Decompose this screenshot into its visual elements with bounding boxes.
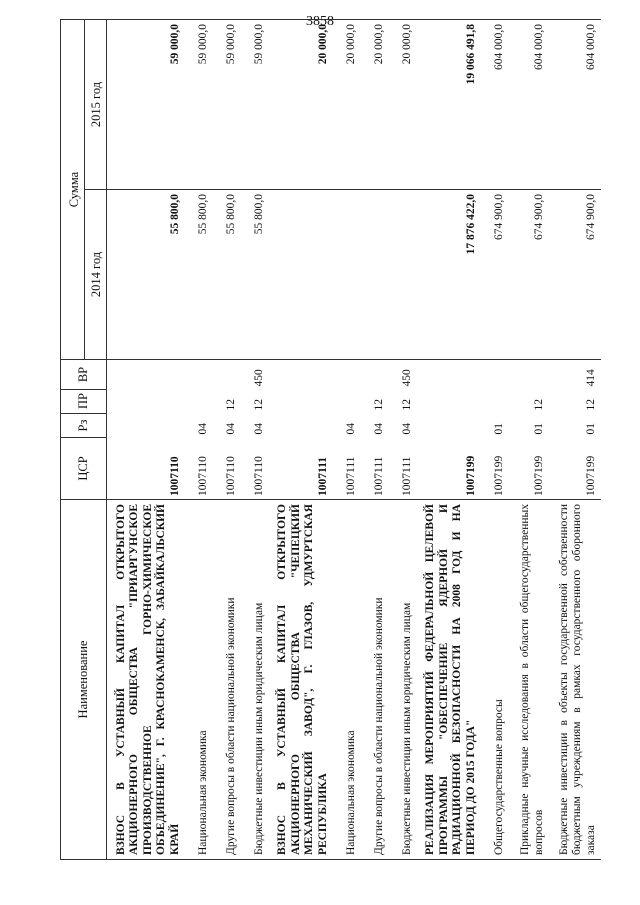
row-pr [185, 390, 213, 414]
table-header [61, 20, 107, 860]
row-rz: 01 [492, 423, 505, 435]
row-csr: 1007111 [389, 438, 417, 500]
table-row [481, 20, 509, 860]
row-name: Другие вопросы в области национальной экономики [361, 500, 389, 860]
table-row [333, 20, 361, 860]
row-pr [269, 390, 333, 414]
row-csr: 1007111 [269, 438, 333, 500]
row-rz [417, 414, 481, 438]
row-sum-2015: 20 000,0 [333, 20, 361, 190]
row-rz: 01 [532, 423, 545, 435]
table-row [107, 20, 185, 860]
budget-table [60, 19, 601, 860]
table-row [389, 20, 417, 860]
row-sum-2014: 55 800,0 [213, 190, 241, 360]
row-vr [361, 360, 389, 390]
row-csr: 1007199 [417, 438, 481, 500]
row-name: Бюджетные инвестиции иным юридическим лицам [241, 500, 269, 860]
table-row [213, 20, 241, 860]
header-2015: 2015 год [85, 20, 107, 190]
table-body [107, 20, 601, 860]
row-pr: 12 [400, 399, 413, 411]
row-name: РЕАЛИЗАЦИЯ МЕРОПРИЯТИЙ ФЕДЕРАЛЬНОЙ ЦЕЛЕВОЙ ПРОГРАММЫ "ОБЕСПЕЧЕНИЕ ЯДЕРНОЙ И РАДИАЦИОННОЙ БЕЗОПАСНОСТИ НА 2008 ГОД И НА ПЕРИОД ДО 2015 ГОДА" [417, 500, 481, 860]
row-sum-2014: 55 800,0 [241, 190, 269, 360]
row-vr: 450 [389, 360, 417, 390]
row-sum-2014 [269, 190, 333, 360]
row-sum-2014 [333, 190, 361, 360]
row-rz: 04 [400, 423, 413, 435]
row-csr: 1007199 [549, 438, 601, 500]
header-2014: 2014 год [85, 190, 107, 360]
row-pr [333, 390, 361, 414]
header-vr: ВР [61, 360, 107, 390]
page-number: 3858 [306, 14, 334, 29]
header-csr: ЦСР [61, 438, 107, 500]
row-pr: 12 [224, 399, 237, 411]
table-row [269, 20, 333, 860]
row-sum-2015: 59 000,0 [185, 20, 213, 190]
row-csr: 1007110 [213, 438, 241, 500]
header-sum: Сумма [61, 20, 85, 360]
row-sum-2015: 20 000,0 [269, 20, 333, 190]
row-name: Национальная экономика [333, 500, 361, 860]
row-csr: 1007199 [509, 438, 549, 500]
row-vr [333, 360, 361, 390]
row-csr: 1007111 [333, 438, 361, 500]
table-row [509, 20, 549, 860]
row-rz [107, 414, 185, 438]
row-rz: 04 [344, 423, 357, 435]
header-name: Наименование [61, 500, 107, 860]
rotated-page [60, 20, 597, 860]
table-row [241, 20, 269, 860]
row-sum-2015: 604 000,0 [481, 20, 509, 190]
row-name: Другие вопросы в области национальной экономики [213, 500, 241, 860]
row-csr: 1007110 [185, 438, 213, 500]
row-vr: 414 [549, 360, 601, 390]
row-csr: 1007111 [361, 438, 389, 500]
row-csr: 1007199 [481, 438, 509, 500]
row-pr: 12 [372, 399, 385, 411]
row-sum-2015: 59 000,0 [107, 20, 185, 190]
row-name: Прикладные научные исследования в области общегосударственных вопросов [509, 500, 549, 860]
row-vr [107, 360, 185, 390]
row-sum-2015: 20 000,0 [361, 20, 389, 190]
row-sum-2014 [361, 190, 389, 360]
row-vr [213, 360, 241, 390]
table-row [185, 20, 213, 860]
row-name: ВЗНОС В УСТАВНЫЙ КАПИТАЛ ОТКРЫТОГО АКЦИОНЕРНОГО ОБЩЕСТВА "ПРИАРГУНСКОЕ ПРОИЗВОДСТВЕННОЕ ГОРНО-ХИМИЧЕСКОЕ ОБЪЕДИНЕНИЕ", Г. КРАСНОКАМЕНСК, ЗАБАЙКАЛЬСКИЙ КРАЙ [107, 500, 185, 860]
row-name: Национальная экономика [185, 500, 213, 860]
row-name: ВЗНОС В УСТАВНЫЙ КАПИТАЛ ОТКРЫТОГО АКЦИОНЕРНОГО ОБЩЕСТВА "ЧЕПЕЦКИЙ МЕХАНИЧЕСКИЙ ЗАВОД", Г. ГЛАЗОВ, УДМУРТСКАЯ РЕСПУБЛИКА [269, 500, 333, 860]
row-rz [269, 414, 333, 438]
row-sum-2015: 19 066 491,8 [417, 20, 481, 190]
row-name: Общегосударственные вопросы [481, 500, 509, 860]
table-row [417, 20, 481, 860]
row-pr: 12 [532, 399, 545, 411]
row-name: Бюджетные инвестиции иным юридическим лицам [389, 500, 417, 860]
row-pr [107, 390, 185, 414]
table-row [549, 20, 601, 860]
row-csr: 1007110 [241, 438, 269, 500]
row-vr [509, 360, 549, 390]
row-sum-2015: 59 000,0 [241, 20, 269, 190]
row-sum-2015: 604 000,0 [509, 20, 549, 190]
row-pr: 12 [252, 399, 265, 411]
row-sum-2014: 674 900,0 [549, 190, 601, 360]
row-vr [417, 360, 481, 390]
row-pr [417, 390, 481, 414]
row-vr: 450 [241, 360, 269, 390]
row-rz: 04 [196, 423, 209, 435]
row-rz: 01 [584, 423, 597, 435]
row-name: Бюджетные инвестиции в объекты государственной собственности бюджетным учреждениям в рамках государственного оборонного заказа [549, 500, 601, 860]
row-rz: 04 [372, 423, 385, 435]
row-rz: 04 [224, 423, 237, 435]
row-rz: 04 [252, 423, 265, 435]
row-pr: 12 [584, 399, 597, 411]
row-vr [269, 360, 333, 390]
row-sum-2015: 604 000,0 [549, 20, 601, 190]
row-sum-2014: 17 876 422,0 [417, 190, 481, 360]
table-row [361, 20, 389, 860]
row-sum-2014 [389, 190, 417, 360]
row-csr: 1007110 [107, 438, 185, 500]
row-pr [481, 390, 509, 414]
row-sum-2015: 20 000,0 [389, 20, 417, 190]
row-vr [481, 360, 509, 390]
row-sum-2014: 55 800,0 [185, 190, 213, 360]
header-pr: ПР [61, 390, 107, 414]
row-sum-2014: 55 800,0 [107, 190, 185, 360]
row-sum-2015: 59 000,0 [213, 20, 241, 190]
row-sum-2014: 674 900,0 [481, 190, 509, 360]
row-vr [185, 360, 213, 390]
header-rz: Рз [61, 414, 107, 438]
row-sum-2014: 674 900,0 [509, 190, 549, 360]
